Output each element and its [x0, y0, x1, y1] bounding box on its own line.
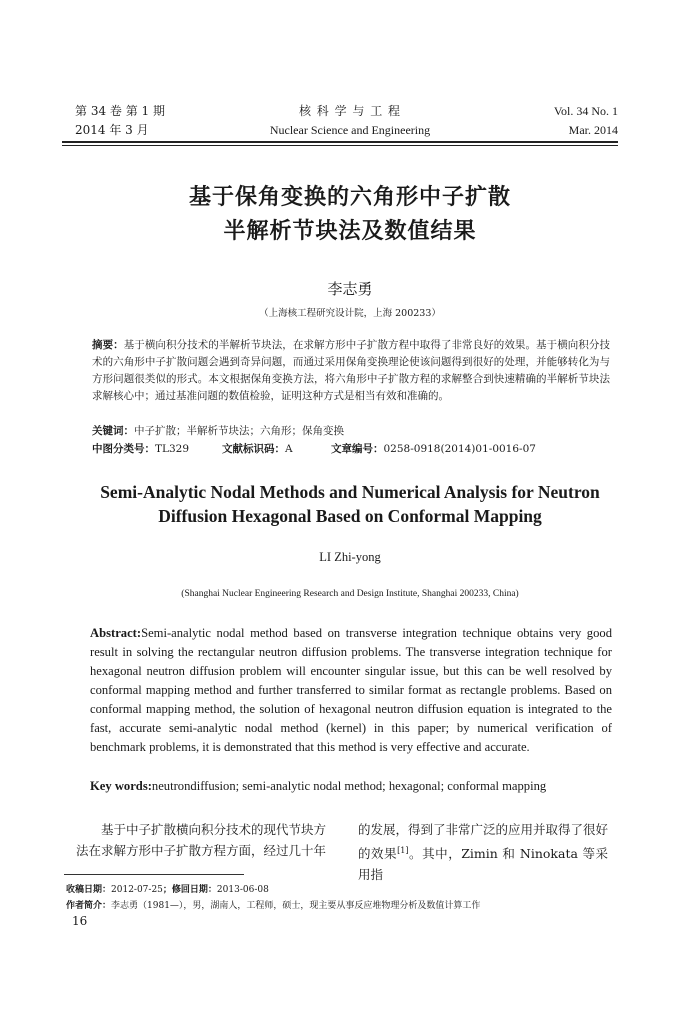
affiliation-cn: （上海核工程研究设计院，上海 200233） — [259, 308, 441, 319]
keywords-en-label: Key words: — [90, 779, 152, 793]
abstract-cn-text: 基于横向积分技术的半解析节块法，在求解方形中子扩散方程中取得了非常良好的效果。基于横向积分技术的六角形中子扩散问题会遇到奇异问题，而通过采用保角变换理论使该问题得到很好的处理，并能够转化为与方形问题很类似的形式。本文根据保角变换方法，将六角形中子扩散方程的求解整合到快速精确的半解析节块法求解核心中；通过基准问题的数值检验，证明这种方式是相当有效和准确的。 — [92, 339, 610, 402]
title-cn-line2: 半解析节块法及数值结果 — [223, 219, 477, 244]
body-right-text-b: 。其中，Zimin 和 Ninokata 等采用指 — [358, 846, 608, 883]
abstract-en-label: Abstract: — [90, 626, 142, 640]
header-rule-thick — [62, 141, 618, 143]
title-cn-line1: 基于保角变换的六角形中子扩散 — [188, 185, 511, 210]
body-left-column: 基于中子扩散横向积分技术的现代节块方法在求解方形中子扩散方程方面，经过几十年 — [76, 822, 327, 858]
received-label: 收稿日期： — [66, 885, 112, 895]
keywords-cn — [92, 423, 610, 440]
bio-text: 李志勇（1981—），男，湖南人，工程师，硕士，现主要从事反应堆物理分析及数值计算工作 — [111, 901, 481, 911]
footnote-rule — [64, 874, 244, 875]
doccode-label: 文献标识码： — [222, 443, 285, 455]
author-en: LI Zhi-yong — [319, 550, 381, 564]
keywords-en-text: neutrondiffusion; semi-analytic nodal method; hexagonal; conformal mapping — [151, 779, 547, 793]
abstract-cn — [92, 337, 610, 405]
journal-volume-issue: 第 34 卷 第 1 期 — [75, 104, 165, 118]
affiliation-en: (Shanghai Nuclear Engineering Research and Design Institute, Shanghai 200233, China) — [181, 589, 519, 599]
footnote-dates — [66, 882, 269, 895]
classification-article — [331, 441, 536, 456]
journal-date-cn: 2014 年 3 月 — [75, 123, 149, 137]
header-rule-thin — [62, 145, 618, 146]
clc-value: TL329 — [155, 443, 190, 455]
clc-label: 中图分类号： — [92, 443, 155, 455]
journal-vol-no-en: Vol. 34 No. 1 — [553, 104, 618, 118]
body-right-text-a: 的发展，得到了非常广泛的应用并取得了很好的效果 — [358, 822, 609, 862]
keywords-cn-text: 中子扩散；半解析节块法；六角形；保角变换 — [134, 425, 344, 437]
revised-value: 2013-06-08 — [216, 885, 269, 895]
classification-clc — [92, 441, 189, 456]
body-right-column — [358, 819, 608, 885]
author-cn: 李志勇 — [327, 280, 373, 298]
bio-label: 作者简介： — [66, 901, 112, 911]
abstract-en — [90, 624, 612, 757]
keywords-en — [90, 777, 612, 796]
abstract-cn-label: 摘要： — [92, 339, 124, 351]
revised-label: ；修回日期： — [162, 885, 217, 895]
journal-date-en: Mar. 2014 — [568, 123, 618, 137]
classification-doccode — [222, 441, 293, 456]
title-en-line2: Diffusion Hexagonal Based on Conformal Mapping — [158, 506, 542, 526]
citation-ref: [1] — [397, 846, 409, 855]
article-value: 0258-0918(2014)01-0016-07 — [383, 443, 536, 455]
title-en-line1: Semi-Analytic Nodal Methods and Numerical Analysis for Neutron — [100, 482, 600, 502]
article-label: 文章编号： — [331, 443, 384, 455]
abstract-en-text: Semi-analytic nodal method based on transverse integration technique obtains very good result in solving the rectangular neutron diffusion problems. The transverse integration technique for hexagonal neutron diffusion problem will encounter singular issue, but this can be well resolved by conformal mapping method and further transferred to similar format as rectangle problems. Based on conformal mapping method, the solution of hexagonal neutron diffusion equation is integrated to the fast, accurate semi-analytic nodal method (kernel) in this paper; by numerical verification of benchmark problems, it is demonstrated that this method is very effective and accurate. — [90, 626, 612, 754]
journal-name-cn: 核 科 学 与 工 程 — [298, 104, 402, 118]
keywords-cn-label: 关键词： — [92, 425, 134, 437]
doccode-value: A — [285, 443, 293, 455]
journal-name-en: Nuclear Science and Engineering — [269, 123, 431, 137]
footnote-author-bio — [66, 898, 480, 911]
received-value: 2012-07-25 — [111, 885, 163, 895]
page-number: 16 — [72, 914, 88, 928]
